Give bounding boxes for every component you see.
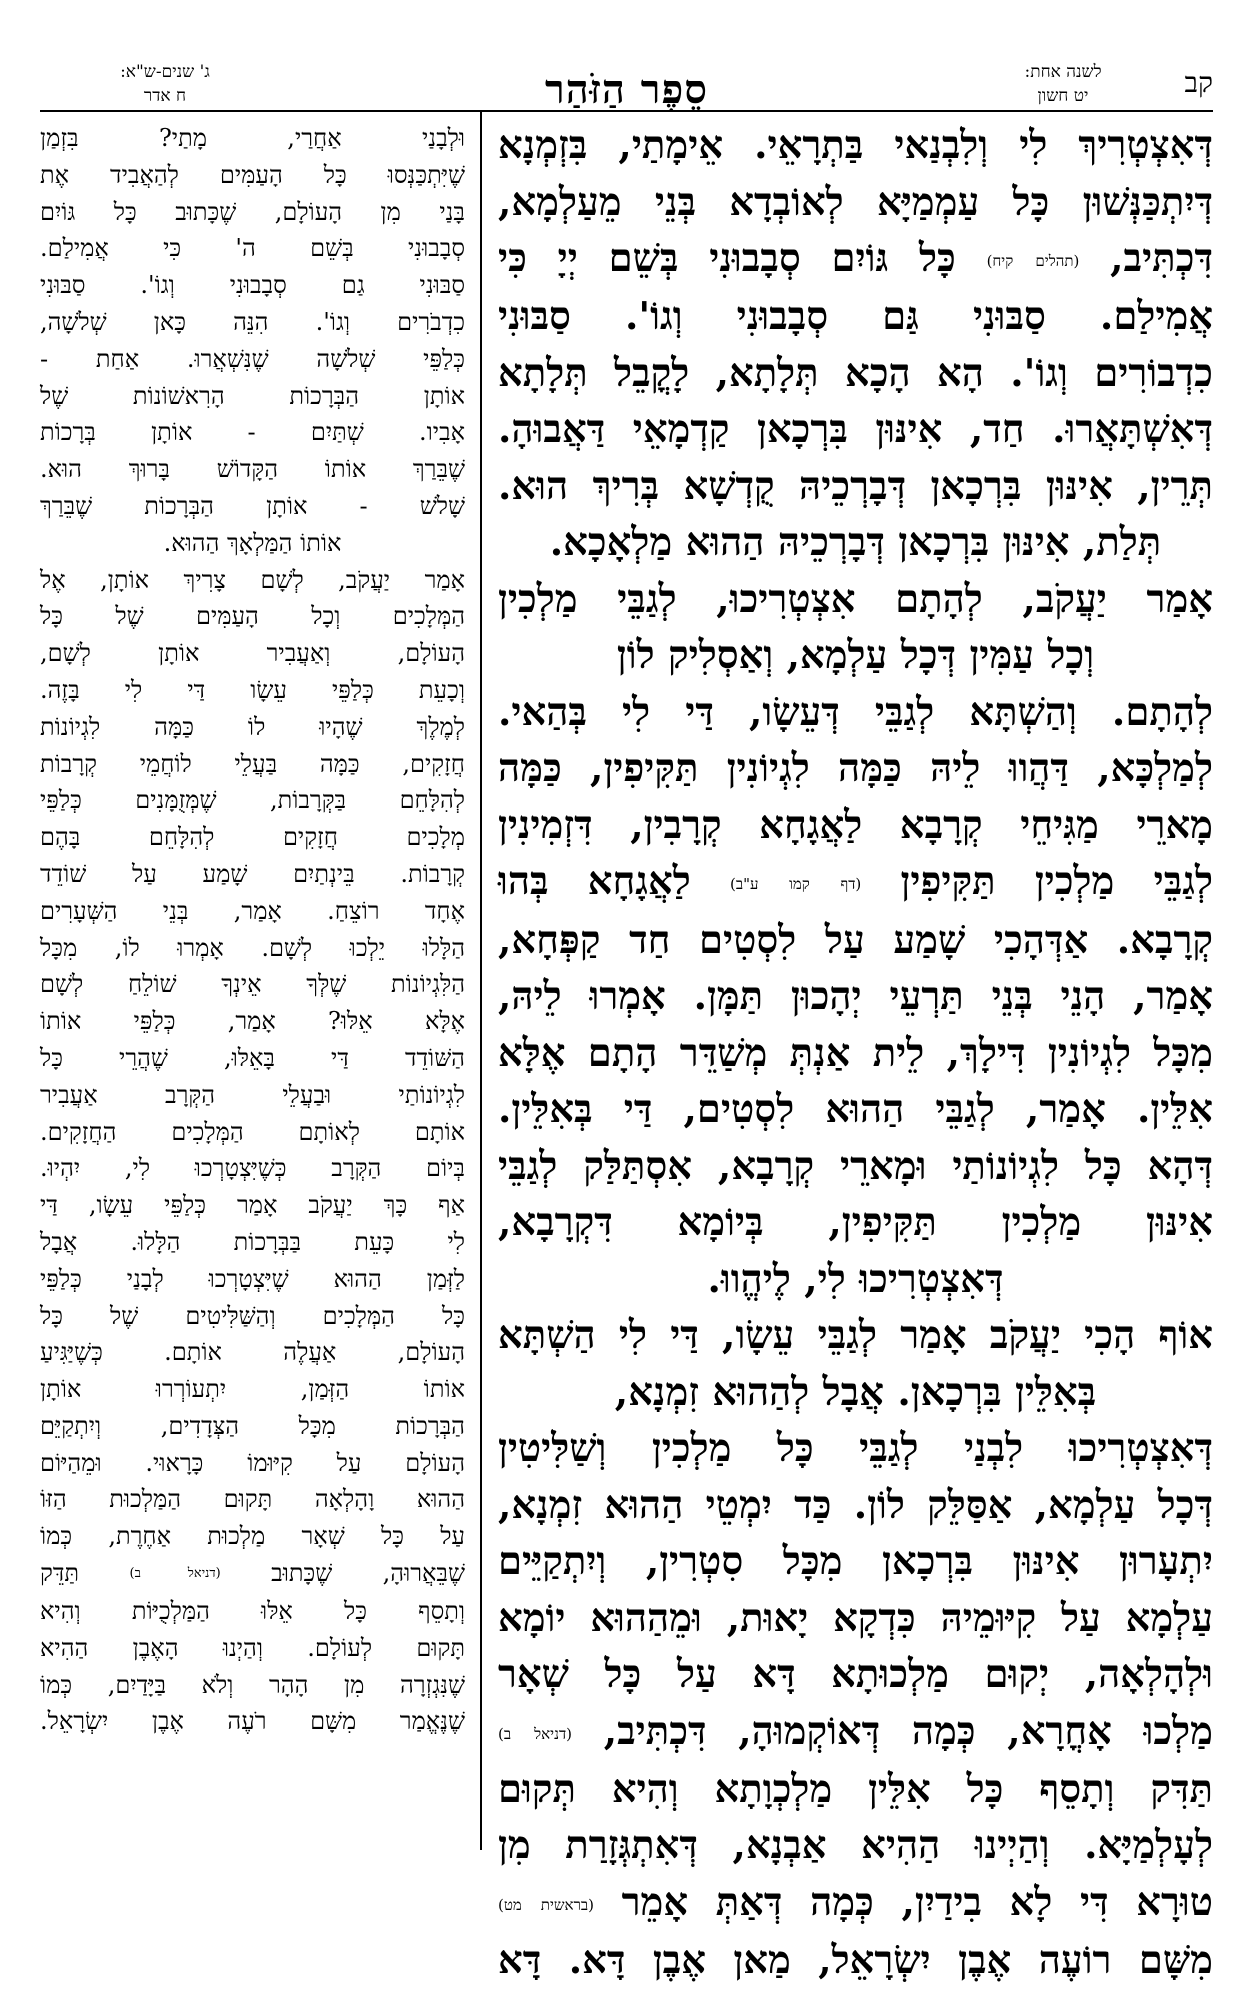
- aramaic-line: אִלֵּין. אָמַר, לְגַבֵּי הַהוּא לִסְטִים, דַּי בְּאִלֵּין.: [498, 1087, 1213, 1132]
- aramaic-line: לְהָתָם. וְהַשְׁתָּא לְגַבֵּי דְּעֵשָׂו, דַּי לִי בְּהַאי.: [498, 689, 1213, 735]
- scripture-reference: (תהלים קיח): [986, 251, 1080, 270]
- hebrew-line: אוֹתָם לְאוֹתָם הַמְּלָכִים הַחֲזָקִים.: [40, 1117, 465, 1146]
- hebrew-line: שֶׁנֶּאֱמַר מִשָּׁם רֹעֶה אֶבֶן יִשְׂרָאֵל.: [40, 1707, 465, 1736]
- text-segment: לַאֲגָחָא בְּהוּ: [498, 859, 691, 905]
- aramaic-line: דְּיִתְכַּנְּשׁוּן כָּל עַמְמַיָּא לְאוֹבְדָא בְּנֵי מֵעַלְמָא,: [498, 179, 1213, 225]
- hebrew-line: וְכָעֵת כְּלַפֵּי עֵשָׂו דַּי לִי בָּזֶה.: [40, 675, 465, 704]
- hebrew-line: מְלָכִים חֲזָקִים לְהִלָּחֵם בָּהֶם: [40, 823, 465, 852]
- hebrew-line: אוֹתוֹ הַזְּמַן, יִתְעוֹרְרוּ אוֹתָן: [40, 1375, 465, 1404]
- aramaic-line: תְּרֵין, אִינּוּן בִּרְכָאן דְּבָרְכֵיהּ קֻדְשָׁא בְּרִיךְ הוּא.: [498, 463, 1213, 509]
- aramaic-line: אָמַר, הָנֵי בְּנֵי תַּרְעֵי יְהָכוּן תַּמָּן. אָמְרוּ לֵיהּ,: [498, 974, 1213, 1019]
- hebrew-line: כִדְבֹרִים וְגוֹ'. הִנֵּה כָּאן שְׁלֹשָׁה,: [40, 307, 465, 336]
- hebrew-line: אַף כָּךְ יַעֲקֹב אָמַר כְּלַפֵּי עֵשָׂו, דַּי: [40, 1191, 465, 1220]
- hebrew-line: קְרָבוֹת. בֵּינְתַיִם שָׁמַע עַל שׁוֹדֵד: [40, 859, 465, 888]
- aramaic-line: יִתְעָרוּן אִינּוּן בִּרְכָאן מִכָּל סִטְרִין, וְיִתְקַיֵּים: [498, 1539, 1213, 1584]
- hebrew-line: וְתָסֵף כָּל אֵלּוּ הַמַּלְכֻיּוֹת וְהִיא: [40, 1596, 465, 1625]
- hebrew-line: אוֹתוֹ הַמַּלְאָךְ הַהוּא.: [163, 528, 342, 557]
- hebrew-line: שֶׁיִּתְכַּנְּסוּ כָּל הָעַמִּים לְהַאֲבִיד אֶת: [40, 160, 465, 189]
- hebrew-line: לַזְּמַן הַהוּא שֶׁיִּצְטָרְכוּ לְבָנַי כְּלַפֵּי: [40, 1264, 465, 1293]
- hebrew-line: שָׁלֹשׁ - אוֹתָן הַבְּרָכוֹת שֶׁבֵּרַךְ: [40, 491, 465, 520]
- scripture-reference: (בראשית מט): [498, 1895, 594, 1914]
- hebrew-line: לְהִלָּחֵם בַּקְּרָבוֹת, שֶׁמְּזֻמָּנִים כְּלַפֵּי: [40, 786, 465, 815]
- hebrew-line: סְבָבוּנִי בְּשֵׁם ה' כִּי אֲמִילַם.: [40, 234, 465, 263]
- hebrew-line: לִגְיוֹנוֹתַי וּבַעֲלֵי הַקְּרָב אַעֲבִיר: [40, 1080, 465, 1109]
- hebrew-line: הַשּׁוֹדֵד דַּי בָּאֵלּוּ, שֶׁהֲרֵי כָּל: [40, 1043, 465, 1072]
- hebrew-line: אָמַר יַעֲקֹב, לְשָׁם צָרִיךְ אוֹתָן, אֶל: [40, 565, 465, 594]
- scripture-reference: (דניאל ב): [129, 1566, 221, 1582]
- hebrew-line: הַהוּא וָהָלְאָה תָּקוּם הַמַּלְכוּת הַזּוֹ: [40, 1485, 465, 1514]
- aramaic-line: מִשָּׁם רוֹעֶה אֶבֶן יִשְׂרָאֵל, מַאן אֶבֶן דָּא. דָּא: [498, 1938, 1213, 1983]
- aramaic-line: עַלְמָא עַל קִיּוּמֵיהּ כִּדְקָא יָאוּת, וּמֵהַהוּא יוֹמָא: [498, 1595, 1213, 1641]
- hebrew-line: עַל כָּל שְׁאָר מַלְכוּת אַחֶרֶת, כְּמוֹ: [40, 1522, 465, 1551]
- aramaic-line: [498, 1704, 1213, 1762]
- page-number: קב: [1184, 66, 1213, 99]
- aramaic-line: מִכָּל לִגְיוֹנִין דִּילָךְ, לֵית אַנְתְּ מְשַׁדֵּר הָתָם אֶלָּא: [498, 1030, 1213, 1076]
- hebrew-line: הָעוֹלָם עַל קִיּוּמוֹ כָּרָאוּי. וּמֵהַיּוֹם: [40, 1448, 465, 1477]
- text-segment: טוּרָא דִּי לָא בִידַיִן, כְּמָה דְּאַתְּ אָמֵר: [621, 1879, 1213, 1925]
- hebrew-line: תָּקוּם לְעוֹלָם. וְהַיְנוּ הָאֶבֶן הַהִיא: [40, 1633, 465, 1662]
- aramaic-line: אֲמִילַם. סַבּוּנִי גַּם סְבָבוּנִי וְגוֹ'. סַבּוּנִי: [498, 294, 1213, 340]
- hebrew-line: לְמֶלֶךְ שֶׁהָיוּ לוֹ כַּמָּה לִגְיוֹנוֹת: [40, 712, 465, 741]
- hebrew-line: אָבִיו. שְׁתַּיִם - אוֹתָן בְּרָכוֹת: [40, 418, 465, 447]
- hebrew-line: לִי כָּעֵת בַּבְּרָכוֹת הַלָּלוּ. אֲבָל: [40, 1227, 465, 1256]
- daily-study-year-label: לשנה אחת:: [1024, 62, 1102, 82]
- hebrew-translation-column: [40, 120, 465, 1850]
- aramaic-line: קְרָבָא. אַדְּהָכִי שָׁמַע עַל לִסְטִים חַד קַפְּחָא,: [498, 917, 1213, 963]
- text-segment: דִּכְתִּיב,: [1110, 236, 1213, 281]
- aramaic-line: דְּאִצְטְרִיךְ לִי וְלִבְנַאי בַּתְרָאֵי. אֵימָתַי, בִּזְמְנָא: [498, 123, 1213, 168]
- aramaic-text-column: [498, 118, 1214, 1983]
- hebrew-line: הַלָּלוּ יֵלְכוּ לְשָׁם. אָמְרוּ לוֹ, מִכָּל: [40, 933, 465, 962]
- aramaic-line: מָארֵי מַגִּיחֵי קְרָבָא לַאֲגָחָא קְרָבִין, דִּזְמִינִין: [498, 802, 1213, 848]
- scripture-reference: (דף קמו ע"ב): [730, 875, 862, 893]
- text-segment: לְגַבֵּי מַלְכִין תַּקִּיפִין: [900, 859, 1213, 905]
- hebrew-line: אוֹתָן הַבְּרָכוֹת הָרִאשׁוֹנוֹת שֶׁל: [40, 381, 465, 410]
- book-title: סֵפֶר הַזֹּהַר: [545, 66, 708, 113]
- column-divider: [480, 110, 482, 1850]
- hebrew-line: סַבּוּנִי גַם סְבָבוּנִי וְגוֹ'. סַבּוּנִי: [40, 271, 465, 300]
- scripture-reference: (דניאל ב): [498, 1724, 573, 1743]
- hebrew-line: הַבְּרָכוֹת מִכָּל הַצְּדָדִים, וְיִתְקַיֵּם: [40, 1411, 465, 1440]
- aramaic-line: דְּאִצְטְרִיכוּ לִי, לֶיהֱווּ.: [707, 1256, 1004, 1302]
- daily-study-left: [40, 60, 290, 108]
- hebrew-line: הָעוֹלָם, וְאַעֲבִיר אוֹתָן לְשָׁם,: [40, 639, 465, 668]
- daily-study-date: יט חשון: [1037, 86, 1089, 106]
- aramaic-line: וּלְהָלְאָה, יְקוּם מַלְכוּתָא דָּא עַל כָּל שְׁאָר: [498, 1652, 1213, 1697]
- aramaic-line: [498, 1875, 1213, 1933]
- hebrew-line: אֶחָד רוֹצֵחַ. אָמַר, בְּנֵי הַשְּׁעָרִים: [40, 896, 465, 925]
- hebrew-line: חֲזָקִים, כַּמָּה בַּעֲלֵי לוֹחֲמֵי קְרָבוֹת: [40, 749, 465, 778]
- text-segment: שֶׁבֵּאֲרוּהָ, שֶׁכָּתוּב: [271, 1559, 465, 1588]
- hebrew-line: שֶׁנִּגְזְרָה מִן הָהָר וְלֹא בַּיָּדַיִם, כְּמוֹ: [40, 1670, 465, 1699]
- aramaic-line: תַּדִּק וְתָסֵף כָּל אִלֵּין מַלְכְוָתָא וְהִיא תְּקוּם: [498, 1766, 1213, 1812]
- aramaic-line: אוֹף הָכִי יַעֲקֹב אָמַר לְגַבֵּי עֵשָׂו, דַּי לִי הַשְׁתָּא: [498, 1313, 1213, 1358]
- text-segment: כָּל גּוֹיִם סְבָבוּנִי בְּשֵׁם יְיָ כִּי: [498, 236, 956, 281]
- hebrew-line: [40, 1555, 465, 1593]
- hebrew-line: שֶׁבֵּרַךְ אוֹתוֹ הַקָּדוֹשׁ בָּרוּךְ הוּא.: [40, 455, 465, 484]
- aramaic-line: [498, 854, 1213, 912]
- hebrew-line: כְּלַפֵּי שְׁלֹשָׁה שֶׁנִּשְׁאֲרוּ. אַחַת -: [40, 344, 465, 373]
- hebrew-line: וּלְבָנַי אַחֲרַי, מָתַי? בִּזְמַן: [40, 124, 465, 152]
- aramaic-line: דְּאִצְטְרִיכוּ לִבְנַי לְגַבֵּי כָּל מַלְכִין וְשַׁלִּיטִין: [498, 1426, 1213, 1471]
- aramaic-line: דְּהָא כָּל לִגְיוֹנוֹתַי וּמָארֵי קְרָבָא, אִסְתַּלַּק לְגַבֵּי: [498, 1143, 1213, 1189]
- hebrew-line: אֶלָּא אֵלּוּ? אָמַר, כְּלַפֵּי אוֹתוֹ: [40, 1007, 465, 1036]
- hebrew-line: הַמְּלָכִים וְכָל הָעַמִּים שֶׁל כָּל: [40, 602, 465, 631]
- aramaic-line: דְּאִשְׁתָּאֲרוּ. חַד, אִינּוּן בִּרְכָאן קַדְמָאֵי דַּאֲבוּהָ.: [498, 407, 1213, 453]
- aramaic-line: דְּכָל עַלְמָא, אַסַּלֵּק לוֹן. כַּד יִמְטֵי הַהוּא זִמְנָא,: [498, 1482, 1213, 1528]
- aramaic-line: תְּלַת, אִינּוּן בִּרְכָאן דְּבָרְכֵיהּ הַהוּא מַלְאָכָא.: [549, 520, 1162, 566]
- three-year-cycle-date: ח אדר: [143, 86, 187, 106]
- aramaic-line: לְעָלְמַיָּא. וְהַיְינוּ הַהִיא אַבְנָא, דְּאִתְגְּזָרַת מִן: [498, 1823, 1213, 1869]
- header-rule: [40, 110, 1213, 112]
- aramaic-line: כִדְבוֹרִים וְגוֹ'. הָא הָכָא תְּלָתָא, לָקֳבֵל תְּלָתָא: [498, 350, 1213, 396]
- aramaic-line: לְמַלְכָּא, דַּהֲווּ לֵיהּ כַּמָּה לִגְיוֹנִין תַּקִּיפִין, כַּמָּה: [498, 746, 1213, 792]
- three-year-cycle-label: ג' שנים-ש"א:: [120, 62, 210, 82]
- hebrew-line: בָּנַי מִן הָעוֹלָם, שֶׁכָּתוּב כָּל גּוֹיִם: [40, 197, 465, 226]
- aramaic-line: אִינּוּן מַלְכִין תַּקִּיפִין, בְּיוֹמָא דִּקְרָבָא,: [498, 1200, 1213, 1245]
- text-segment: תַּדֵּק: [40, 1559, 80, 1588]
- aramaic-line: [498, 231, 1213, 289]
- aramaic-line: בְּאִלֵּין בִּרְכָאן. אֲבָל לְהַהוּא זִמְנָא,: [614, 1369, 1097, 1415]
- aramaic-line: וְכָל עַמִּין דְּכָל עַלְמָא, וְאַסְלִיק לוֹן: [616, 633, 1095, 679]
- aramaic-line: אָמַר יַעֲקֹב, לְהָתָם אִצְטְרִיכוּ, לְגַבֵּי מַלְכִין: [498, 576, 1213, 622]
- hebrew-line: כָּל הַמְּלָכִים וְהַשַּׁלִּיטִים שֶׁל כָּל: [40, 1301, 465, 1330]
- hebrew-line: הַלִּגְיוֹנוֹת שֶׁלְּךָ אֵינְךָ שׁוֹלֵחַ לְשָׁם: [40, 970, 465, 999]
- hebrew-line: הָעוֹלָם, אַעֲלֶה אוֹתָם. כְּשֶׁיַּגִּיעַ: [40, 1338, 465, 1367]
- text-segment: מַלְכוּ אָחֳרָא, כְּמָה דְּאוֹקְמוּהָ, דִּכְתִּיב,: [603, 1708, 1214, 1754]
- hebrew-line: בְּיוֹם הַקְּרָב כְּשֶׁיִּצְטָרְכוּ לִי, יִהְיוּ.: [40, 1154, 465, 1183]
